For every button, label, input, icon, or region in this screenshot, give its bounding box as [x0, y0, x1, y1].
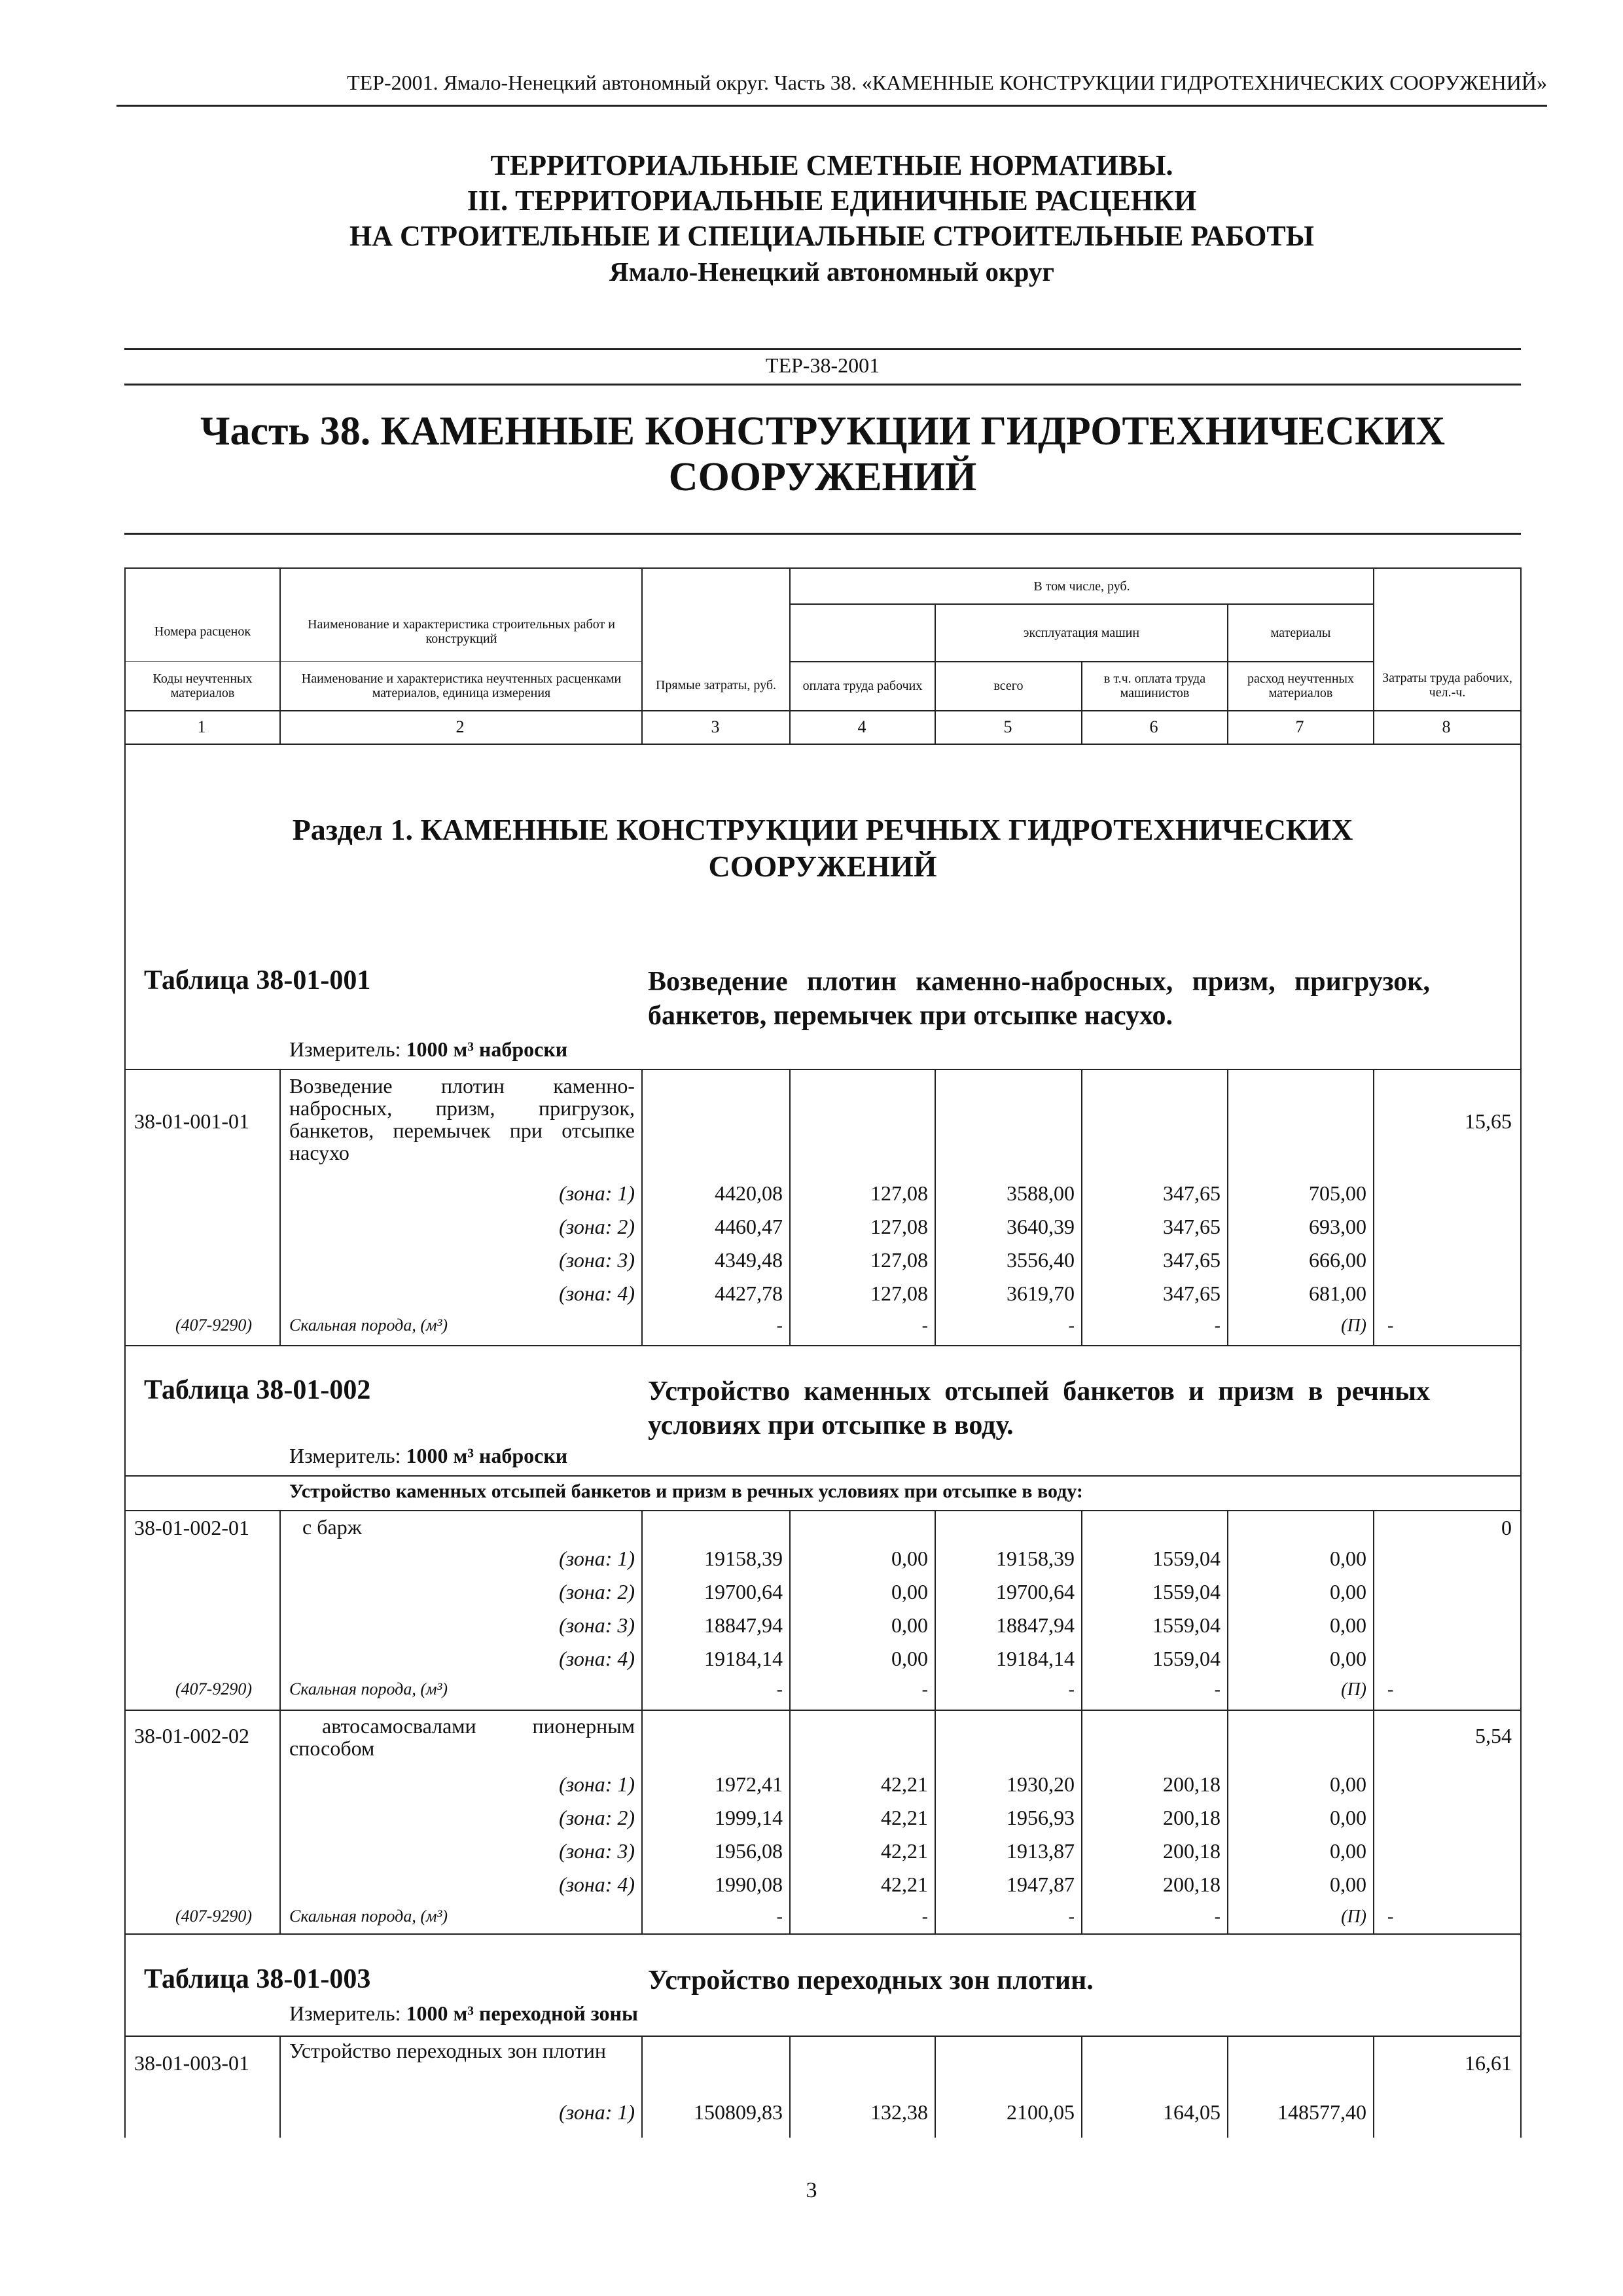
col-number-5: 5: [1003, 717, 1012, 736]
empty-dash: -: [776, 1907, 783, 1927]
part-title: [124, 408, 1521, 500]
machinist-pay-cell: 347,65: [1163, 1282, 1221, 1305]
direct-costs-cell: 19700,64: [704, 1580, 783, 1604]
materials-cell: 148577,40: [1277, 2100, 1366, 2124]
empty-dash: -: [1068, 1907, 1075, 1927]
direct-costs-cell: 1972,41: [715, 1772, 783, 1796]
zone-label: (зона: 1): [559, 1772, 635, 1796]
worker-pay-cell: 132,38: [870, 2100, 928, 2124]
header-direct-costs: Прямые затраты, руб.: [655, 678, 777, 692]
materials-cell: 705,00: [1309, 1181, 1366, 1205]
direct-costs-cell: 18847,94: [704, 1613, 783, 1637]
machinist-pay-cell: 1559,04: [1152, 1613, 1221, 1637]
header-materials: материалы: [1270, 626, 1331, 640]
section-title: [124, 812, 1521, 885]
machines-total-cell: 1956,93: [1007, 1806, 1075, 1829]
rate-name: Возведение плотин каменно-набросных, призм, пригрузок, банкетов, перемычек при отсыпке насухо: [289, 1074, 635, 1164]
worker-pay-cell: 127,08: [870, 1248, 928, 1272]
machinist-pay-cell: 347,65: [1163, 1181, 1221, 1205]
zone-label: (зона: 3): [559, 1613, 635, 1637]
machinist-pay-cell: 1559,04: [1152, 1580, 1221, 1604]
machines-total-cell: 2100,05: [1007, 2100, 1075, 2124]
direct-costs-cell: 1999,14: [715, 1806, 783, 1829]
header-material-codes: Коды неучтенных материалов: [152, 672, 253, 700]
zone-label: (зона: 4): [559, 1873, 635, 1896]
machines-total-cell: 19700,64: [996, 1580, 1075, 1604]
worker-pay-cell: 42,21: [881, 1873, 928, 1896]
rate-code: 38-01-002-01: [134, 1516, 249, 1539]
col-number-2: 2: [455, 717, 465, 736]
header-work-name: Наименование и характеристика строительных работ и конструкций: [308, 617, 615, 646]
rate-name: Устройство переходных зон плотин: [289, 2039, 606, 2062]
table-desc-38-01-003: Устройство переходных зон плотин.: [648, 1965, 1094, 1996]
machinist-pay-cell: 347,65: [1163, 1248, 1221, 1272]
empty-dash: -: [1214, 1679, 1221, 1700]
zone-label: (зона: 1): [559, 2100, 635, 2124]
empty-dash: -: [776, 1679, 783, 1700]
col-number-1: 1: [197, 717, 206, 736]
worker-pay-cell: 0,00: [891, 1647, 928, 1670]
machines-total-cell: 3588,00: [1007, 1181, 1075, 1205]
machines-total-cell: 3640,39: [1007, 1215, 1075, 1238]
header-material-name: Наименование и характеристика неучтенных расценками материалов, единица измерения: [301, 672, 622, 700]
table-title-38-01-003: Таблица 38-01-003: [144, 1964, 371, 1994]
machines-total-cell: 3619,70: [1007, 1282, 1075, 1305]
worker-pay-cell: 127,08: [870, 1282, 928, 1305]
zone-label: (зона: 2): [559, 1806, 635, 1829]
table-desc-38-01-001: Возведение плотин каменно-набросных, призм, пригрузок, банкетов, перемычек при отсыпке насухо.: [648, 967, 1430, 1031]
machines-total-cell: 1913,87: [1007, 1839, 1075, 1863]
document-title: [116, 148, 1547, 289]
header-labor-costs: Затраты труда рабочих, чел.-ч.: [1382, 671, 1512, 700]
machinist-pay-cell: 347,65: [1163, 1215, 1221, 1238]
material-name: Скальная порода, (м³): [289, 1907, 448, 1926]
worker-pay-cell: 0,00: [891, 1547, 928, 1570]
header-including: В том числе, руб.: [1033, 579, 1130, 594]
machines-total-cell: 3556,40: [1007, 1248, 1075, 1272]
worker-pay-cell: 42,21: [881, 1806, 928, 1829]
measure-38-01-001: Измеритель: 1000 м³ наброски: [289, 1037, 568, 1061]
direct-costs-cell: 4349,48: [715, 1248, 783, 1272]
section-title-line-2: СООРУЖЕНИЙ: [708, 850, 937, 883]
materials-cell: 0,00: [1330, 1873, 1366, 1896]
title-line-1: ТЕРРИТОРИАЛЬНЫЕ СМЕТНЫЕ НОРМАТИВЫ.: [490, 149, 1173, 181]
material-code: (407-9290): [175, 1679, 252, 1698]
doc-code-rule-bottom: [124, 384, 1521, 386]
materials-cell: 0,00: [1330, 1839, 1366, 1863]
doc-code-rule-top: [124, 348, 1521, 350]
empty-dash: -: [921, 1316, 928, 1336]
machinist-pay-cell: 200,18: [1163, 1873, 1221, 1896]
zone-label: (зона: 3): [559, 1839, 635, 1863]
empty-dash: -: [1068, 1316, 1075, 1336]
empty-dash: -: [1068, 1679, 1075, 1700]
zone-label: (зона: 2): [559, 1215, 635, 1238]
col-number-7: 7: [1295, 717, 1304, 736]
table-title-38-01-001: Таблица 38-01-001: [144, 965, 371, 996]
col-number-6: 6: [1149, 717, 1158, 736]
empty-dash: -: [921, 1679, 928, 1700]
worker-pay-cell: 127,08: [870, 1215, 928, 1238]
materials-cell: 0,00: [1330, 1806, 1366, 1829]
material-unit-p: (П): [1341, 1679, 1366, 1700]
header-unaccounted-materials: расход неучтенных материалов: [1247, 672, 1354, 700]
direct-costs-cell: 1956,08: [715, 1839, 783, 1863]
title-line-2: III. ТЕРРИТОРИАЛЬНЫЕ ЕДИНИЧНЫЕ РАСЦЕНКИ: [467, 185, 1197, 217]
material-unit-p: (П): [1341, 1316, 1366, 1336]
worker-pay-cell: 127,08: [870, 1181, 928, 1205]
worker-pay-cell: 0,00: [891, 1580, 928, 1604]
material-code: (407-9290): [175, 1316, 252, 1335]
col-number-3: 3: [711, 717, 720, 736]
zone-label: (зона: 4): [559, 1647, 635, 1670]
running-header: ТЕР-2001. Ямало-Ненецкий автономный округ. Часть 38. «КАМЕННЫЕ КОНСТРУКЦИИ ГИДРОТЕХНИЧЕСКИХ СООРУЖЕНИЙ»: [347, 71, 1547, 94]
measure-38-01-002: Измеритель: 1000 м³ наброски: [289, 1444, 568, 1467]
table-title-38-01-002: Таблица 38-01-002: [144, 1375, 371, 1405]
table-desc-38-01-002: Устройство каменных отсыпей банкетов и призм в речных условиях при отсыпке в воду.: [648, 1376, 1430, 1441]
materials-cell: 0,00: [1330, 1647, 1366, 1670]
materials-cell: 0,00: [1330, 1613, 1366, 1637]
doc-code: ТЕР-38-2001: [765, 353, 880, 377]
machinist-pay-cell: 200,18: [1163, 1772, 1221, 1796]
machines-total-cell: 19158,39: [996, 1547, 1075, 1570]
materials-cell: 693,00: [1309, 1215, 1366, 1238]
machines-total-cell: 1930,20: [1007, 1772, 1075, 1796]
material-code: (407-9290): [175, 1907, 252, 1926]
direct-costs-cell: 4427,78: [715, 1282, 783, 1305]
header-machines-total: всего: [993, 679, 1024, 693]
material-unit-p: (П): [1341, 1907, 1366, 1927]
material-name: Скальная порода, (м³): [289, 1316, 448, 1335]
machinist-pay-cell: 200,18: [1163, 1839, 1221, 1863]
machinist-pay-cell: 1559,04: [1152, 1547, 1221, 1570]
machinist-pay-cell: 200,18: [1163, 1806, 1221, 1829]
labor-costs: 5,54: [1475, 1724, 1512, 1748]
machines-total-cell: 18847,94: [996, 1613, 1075, 1637]
direct-costs-cell: 150809,83: [694, 2100, 783, 2124]
rate-code: 38-01-002-02: [134, 1724, 249, 1748]
labor-costs: 0: [1501, 1516, 1512, 1539]
direct-costs-cell: 4420,08: [715, 1181, 783, 1205]
rate-code: 38-01-003-01: [134, 2051, 249, 2075]
zone-label: (зона: 1): [559, 1547, 635, 1570]
labor-costs: 16,61: [1465, 2051, 1512, 2075]
running-header-rule: [116, 105, 1547, 107]
materials-cell: 0,00: [1330, 1772, 1366, 1796]
part-title-rule: [124, 533, 1521, 535]
direct-costs-cell: 19158,39: [704, 1547, 783, 1570]
title-line-4: Ямало-Ненецкий автономный округ: [609, 257, 1054, 287]
zone-label: (зона: 1): [559, 1181, 635, 1205]
page-number: 3: [806, 2178, 817, 2202]
part-title-line-1: Часть 38. КАМЕННЫЕ КОНСТРУКЦИИ ГИДРОТЕХНИЧЕСКИХ: [200, 409, 1446, 454]
table-subheading: Устройство каменных отсыпей банкетов и призм в речных условиях при отсыпке в воду:: [289, 1480, 1083, 1502]
header-worker-pay: оплата труда рабочих: [802, 679, 923, 693]
labor-dash: -: [1387, 1907, 1394, 1927]
zone-label: (зона: 2): [559, 1580, 635, 1604]
materials-cell: 0,00: [1330, 1580, 1366, 1604]
header-machines: эксплуатация машин: [1023, 626, 1140, 640]
machinist-pay-cell: 1559,04: [1152, 1647, 1221, 1670]
title-line-3: НА СТРОИТЕЛЬНЫЕ И СПЕЦИАЛЬНЫЕ СТРОИТЕЛЬНЫЕ РАБОТЫ: [349, 220, 1314, 252]
labor-dash: -: [1387, 1679, 1394, 1700]
col-number-8: 8: [1442, 717, 1451, 736]
col-number-4: 4: [857, 717, 866, 736]
worker-pay-cell: 42,21: [881, 1839, 928, 1863]
empty-dash: -: [1214, 1907, 1221, 1927]
machinist-pay-cell: 164,05: [1163, 2100, 1221, 2124]
labor-costs: 15,65: [1465, 1109, 1512, 1133]
materials-cell: 666,00: [1309, 1248, 1366, 1272]
materials-cell: 681,00: [1309, 1282, 1366, 1305]
direct-costs-cell: 4460,47: [715, 1215, 783, 1238]
materials-cell: 0,00: [1330, 1547, 1366, 1570]
empty-dash: -: [776, 1316, 783, 1336]
empty-dash: -: [921, 1907, 928, 1927]
machines-total-cell: 1947,87: [1007, 1873, 1075, 1896]
rate-name: с барж: [302, 1515, 362, 1539]
rate-code: 38-01-001-01: [134, 1109, 249, 1133]
labor-dash: -: [1387, 1316, 1394, 1336]
worker-pay-cell: 0,00: [891, 1613, 928, 1637]
rate-name: автосамосвалами пионерным способом: [289, 1714, 635, 1760]
header-machinist-pay: в т.ч. оплата труда машинистов: [1103, 672, 1206, 700]
machines-total-cell: 19184,14: [996, 1647, 1075, 1670]
direct-costs-cell: 1990,08: [715, 1873, 783, 1896]
zone-label: (зона: 3): [559, 1248, 635, 1272]
empty-dash: -: [1214, 1316, 1221, 1336]
part-title-line-2: СООРУЖЕНИЙ: [668, 455, 977, 499]
material-name: Скальная порода, (м³): [289, 1679, 448, 1698]
worker-pay-cell: 42,21: [881, 1772, 928, 1796]
section-title-line-1: Раздел 1. КАМЕННЫЕ КОНСТРУКЦИИ РЕЧНЫХ ГИДРОТЕХНИЧЕСКИХ: [292, 813, 1353, 846]
direct-costs-cell: 19184,14: [704, 1647, 783, 1670]
header-rate-numbers: Номера расценок: [154, 624, 251, 639]
measure-38-01-003: Измеритель: 1000 м³ переходной зоны: [289, 2001, 638, 2025]
zone-label: (зона: 4): [559, 1282, 635, 1305]
